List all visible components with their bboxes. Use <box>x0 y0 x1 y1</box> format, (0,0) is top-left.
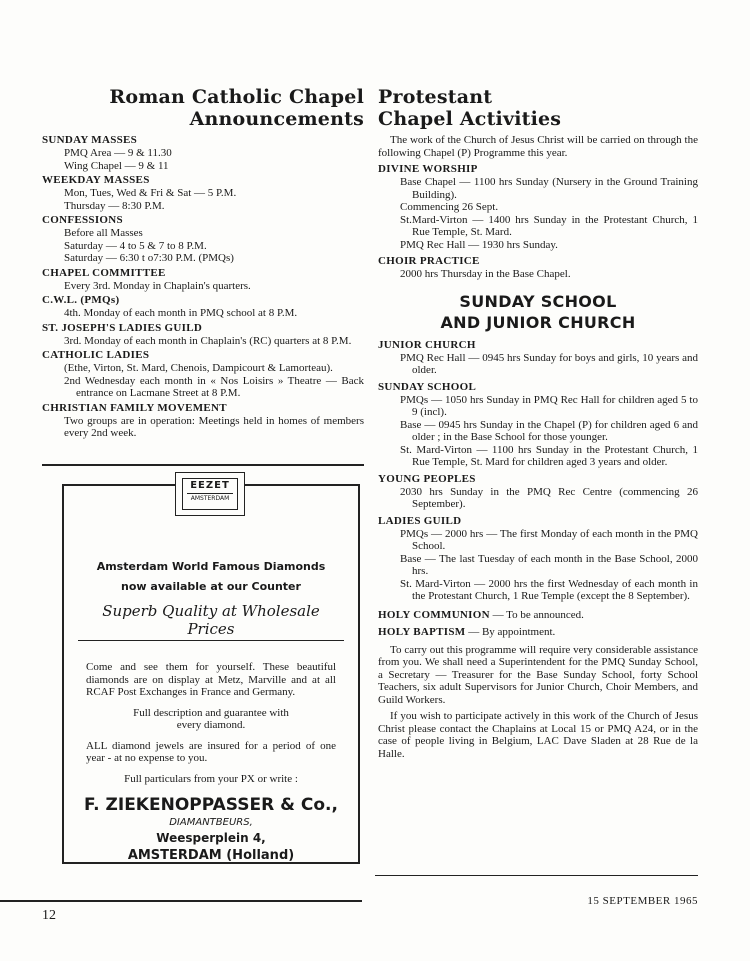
section-title: CHRISTIAN FAMILY MOVEMENT <box>42 401 227 414</box>
communion-text: — To be announced. <box>489 608 584 621</box>
heading-line-2: Chapel Activities <box>378 108 562 130</box>
ss-heading-line-2: AND JUNIOR CHURCH <box>440 312 636 332</box>
ss-heading-line-1: SUNDAY SCHOOL <box>459 291 617 311</box>
section-line: 2000 hrs Thursday in the Base Chapel. <box>400 268 571 280</box>
section-title: ST. JOSEPH'S LADIES GUILD <box>42 321 203 334</box>
logo-top-text: EEZET <box>190 480 230 491</box>
section-line: St. Mard-Virton — 2000 hrs the first Wednesday of each month in the Protestant Church, 1 Rue Temple (except the 8 September). <box>400 577 698 602</box>
heading-line-1: Protestant <box>378 86 493 108</box>
communion-line <box>378 609 698 622</box>
section-title: CHAPEL COMMITTEE <box>42 266 166 279</box>
section-title: SUNDAY MASSES <box>42 134 138 146</box>
ad-script-line: Superb Quality at Wholesale Prices <box>78 602 344 641</box>
ad-headline-2: now available at our Counter <box>121 580 301 593</box>
section-line: 4th. Monday of each month in PMQ school at 8 P.M. <box>64 307 298 319</box>
section-line: Mon, Tues, Wed & Fri & Sat — 5 P.M. <box>64 187 237 199</box>
section-line: PMQ Area — 9 & 11.30 <box>64 147 172 159</box>
section-title: C.W.L. (PMQs) <box>42 294 120 306</box>
ad-city: AMSTERDAM (Holland) <box>127 848 295 863</box>
section-line: PMQs — 1050 hrs Sunday in PMQ Rec Hall for children aged 5 to 9 (incl). <box>400 393 698 418</box>
section-line: PMQs — 2000 hrs — The first Monday of each month in the PMQ School. <box>400 527 698 552</box>
section-line: Two groups are in operation: Meetings held in homes of members every 2nd week. <box>64 414 364 439</box>
section-title: JUNIOR CHURCH <box>378 338 476 351</box>
section-title: DIVINE WORSHIP <box>378 163 478 175</box>
ad-paragraph: Full description and guarantee with every diamond. <box>133 706 289 731</box>
heading-line-1: Roman Catholic Chapel <box>109 86 364 108</box>
ad-headline-1: Amsterdam World Famous Diamonds <box>96 560 326 573</box>
communion-title: HOLY COMMUNION <box>378 608 490 621</box>
footer-rule-right <box>375 875 698 876</box>
heading-line-2: Announcements <box>189 108 364 130</box>
ad-trade: DIAMANTBEURS, <box>169 817 253 828</box>
section-line: Base — 0945 hrs Sunday in the Chapel (P) for children aged 6 and older ; in the Base School for those younger. <box>400 418 698 443</box>
ad-paragraph: ALL diamond jewels are insured for a period of one year - at no expense to you. <box>86 739 336 764</box>
contact-paragraph: If you wish to participate actively in this work of the Church of Jesus Christ please contact the Chaplains at Local 15 or PMQ A24, or in the case of people living in Belgium, LAC Dave Sladen at 28 Rue de la Halle. <box>378 710 698 760</box>
section-line: St.Mard-Virton — 1400 hrs Sunday in the Protestant Church, 1 Rue Temple, St. Mard. <box>400 213 698 238</box>
ad-company: F. ZIEKENOPPASSER & Co., <box>84 795 338 815</box>
ad-paragraph: Come and see them for yourself. These beautiful diamonds are on display at Metz, Marville and at all RCAF Post Exchanges in France and Germany. <box>86 661 336 698</box>
section-line: Wing Chapel — 9 & 11 <box>64 159 169 172</box>
baptism-line <box>378 626 698 639</box>
issue-date: 15 SEPTEMBER 1965 <box>587 895 698 907</box>
section-line: St. Mard-Virton — 1100 hrs Sunday in the Protestant Church, 1 Rue Temple, St. Mard for children aged 3 years and older. <box>400 443 698 468</box>
catholic-heading <box>42 86 364 130</box>
section-title: CATHOLIC LADIES <box>42 349 150 361</box>
protestant-column <box>378 86 698 760</box>
section-title: YOUNG PEOPLES <box>378 472 476 485</box>
section-line: Saturday — 6:30 t o7:30 P.M. (PMQs) <box>64 252 234 264</box>
section-line: PMQ Rec Hall — 1930 hrs Sunday. <box>400 238 558 251</box>
ad-street: Weesperplein 4, <box>156 831 266 845</box>
page-number: 12 <box>42 908 56 923</box>
baptism-title: HOLY BAPTISM <box>378 625 466 638</box>
section-line: Base — The last Tuesday of each month in the Base School, 2000 hrs. <box>400 552 698 577</box>
section-title: LADIES GUILD <box>378 514 462 527</box>
catholic-column <box>42 86 364 440</box>
section-line: (Ethe, Virton, St. Mard, Chenois, Dampicourt & Lamorteau). <box>64 362 333 374</box>
intro-paragraph: The work of the Church of Jesus Christ will be carried on through the following Chapel (P) Programme this year. <box>378 134 698 159</box>
section-title: WEEKDAY MASSES <box>42 174 150 186</box>
section-title: CONFESSIONS <box>42 214 123 226</box>
section-line: Commencing 26 Sept. <box>400 201 499 213</box>
section-line: Before all Masses <box>64 227 143 239</box>
sunday-school-heading <box>378 291 698 333</box>
section-line: Thursday — 8:30 P.M. <box>64 199 165 212</box>
section-line: Saturday — 4 to 5 & 7 to 8 P.M. <box>64 239 207 252</box>
section-line: 2030 hrs Sunday in the PMQ Rec Centre (commencing 26 September). <box>400 485 698 510</box>
diamond-advertisement <box>62 480 360 864</box>
section-line: Every 3rd. Monday in Chaplain's quarters. <box>64 279 251 292</box>
section-line: 2nd Wednesday each month in « Nos Loisirs » Theatre — Back entrance on Lacmane Street at 8 P.M. <box>64 374 364 399</box>
ad-paragraph: Full particulars from your PX or write : <box>124 772 298 785</box>
protestant-heading <box>378 86 698 130</box>
section-line: PMQ Rec Hall — 0945 hrs Sunday for boys and girls, 10 years and older. <box>400 351 698 376</box>
section-line: Base Chapel — 1100 hrs Sunday (Nursery in the Ground Training Building). <box>400 176 698 201</box>
section-title: SUNDAY SCHOOL <box>378 380 477 393</box>
logo-bottom-text: AMSTERDAM <box>187 493 233 502</box>
program-paragraph: To carry out this programme will require very considerable assistance from you. We shall need a Superintendent for the PMQ Sunday School, a Secretary — Treasurer for the Base Sunday School, forty School Teachers, six adult Supervisors for Junior Church, Choir Members, and Guild Workers. <box>378 643 698 706</box>
left-column-rule <box>42 464 364 466</box>
footer-rule-left <box>0 900 362 902</box>
section-line: 3rd. Monday of each month in Chaplain's (RC) quarters at 8 P.M. <box>64 334 352 347</box>
baptism-text: — By appointment. <box>465 625 556 638</box>
section-title: CHOIR PRACTICE <box>378 255 480 267</box>
